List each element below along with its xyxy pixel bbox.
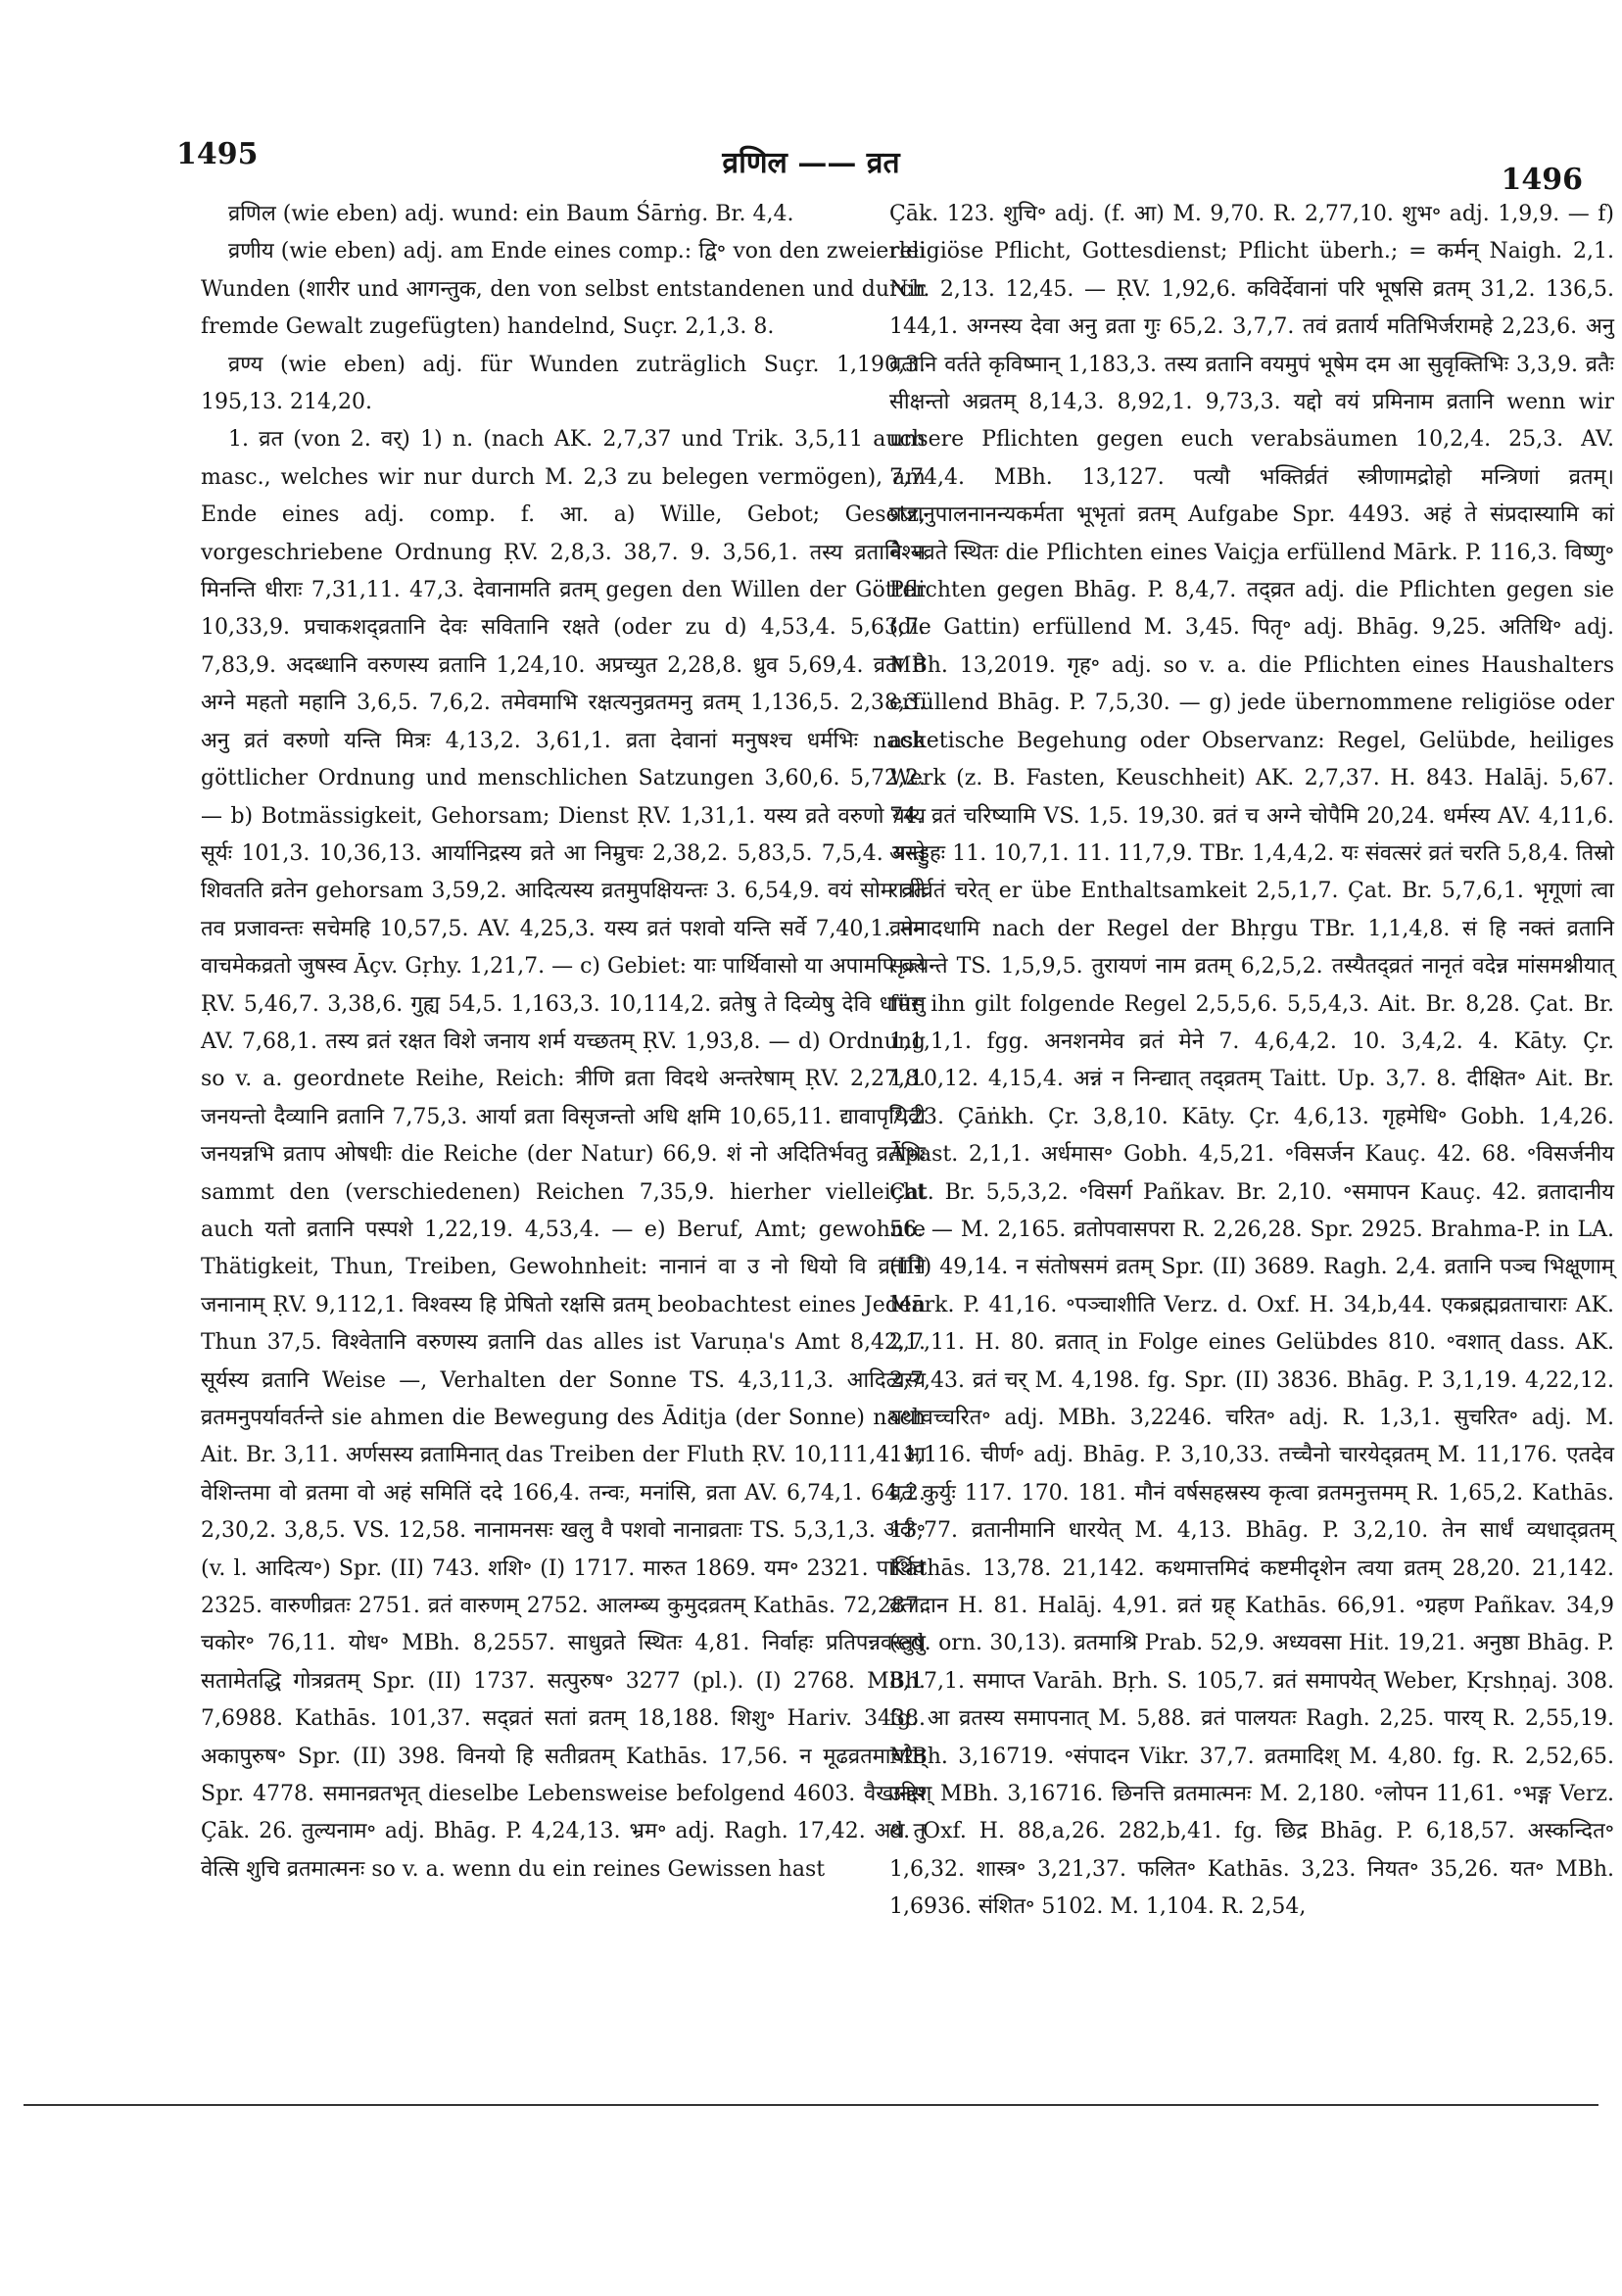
page-header (39, 137, 1583, 196)
entry-vraniya: व्रणीय (wie eben) adj. am Ende eines comp.: द्वि॰ von den zweierlei Wunden (शारीर und आगन्तुक, den von selbst entstandenen und durch fremde Gewalt zugefügten) handelnd, Suçr. 2,1,3. 8. (201, 239, 926, 340)
bottom-rule (24, 2104, 1598, 2106)
right-column (889, 196, 1614, 1927)
left-column (201, 196, 926, 1889)
running-head: व्रणिल —— व्रत (722, 146, 900, 180)
entry-vrata: 1. व्रत (von 2. वर्) 1) n. (nach AK. 2,7,37 und Trik. 3,5,11 auch masc., welches wir nur durch M. 2,3 zu belegen vermögen), am Ende eines adj. comp. f. आ. a) Wille, Gebot; Gesetz, vorgeschriebene Ordnung ṚV. 2,8,3. 38,7. 9. 3,56,1. तस्य व्रतानि न मिनन्ति धीराः 7,31,11. 47,3. देवानामति व्रतम् gegen den Willen der Götter 10,33,9. प्रचाकशद्व्रतानि देवः सवितानि रक्षते (oder zu d) 4,53,4. 5,63,7. 7,83,9. अदब्धानि वरुणस्य व्रतानि 1,24,10. अप्रच्युत 2,28,8. ध्रुव 5,69,4. व्रता ते अग्ने महतो महानि 3,6,5. 7,6,2. तमेवमाभि रक्षत्यनुव्रतमनु व्रतम् 1,136,5. 2,38,3. अनु व्रतं वरुणो यन्ति मित्रः 4,13,2. 3,61,1. व्रता देवानां मनुषश्च धर्मभिः nach göttlicher Ordnung und menschlichen Satzungen 3,60,6. 5,72,2. — b) Botmässigkeit, Gehorsam; Dienst ṚV. 1,31,1. यस्य व्रते वरुणो यस्य सूर्यः 101,3. 10,36,13. आर्यानिद्रस्य व्रते आ निम्रुचः 2,38,2. 5,83,5. 7,5,4. यस्ते शिवतति व्रतेन gehorsam 3,59,2. आदित्यस्य व्रतमुपक्षियन्तः 3. 6,54,9. वयं सोम व्रते तव प्रजावन्तः सचेमहि 10,57,5. AV. 4,25,3. यस्य व्रतं पशवो यन्ति सर्वे 7,40,1. मम वाचमेकव्रतो जुषस्व Āçv. Gṛhy. 1,21,7. — c) Gebiet: याः पार्थिवासो या अपामपि व्रते ṚV. 5,46,7. 3,38,6. गुह्य 54,5. 1,163,3. 10,114,2. व्रतेषु ते दिव्येषु देवि धामसु AV. 7,68,1. तस्य व्रतं रक्षत विशे जनाय शर्म यच्छतम् ṚV. 1,93,8. — d) Ordnung so v. a. geordnete Reihe, Reich: त्रीणि व्रता विदथे अन्तरेषाम् ṚV. 2,27,8. जनयन्तो दैव्यानि व्रतानि 7,75,3. आर्या व्रता विसृजन्तो अधि क्षमि 10,65,11. द्यावापृथिवी जनयन्नभि व्रताप ओषधीः die Reiche (der Natur) 66,9. शं नो अदितिर्भवतु व्रतेभिः sammt den (verschiedenen) Reichen 7,35,9. hierher vielleicht auch यतो व्रतानि पस्पशे 1,22,19. 4,53,4. — e) Beruf, Amt; gewohnte Thätigkeit, Thun, Treiben, Gewohnheit: नानानं वा उ नो धियो वि व्रतानि जनानाम् ṚV. 9,112,1. विश्वस्य हि प्रेषितो रक्षसि व्रतम् beobachtest eines Jeden Thun 37,5. विश्वेतानि वरुणस्य व्रतानि das alles ist Varuṇa's Amt 8,42,1. सूर्यस्य व्रतानि Weise —, Verhalten der Sonne TS. 4,3,11,3. आदित्यस्य व्रतमनुपर्यावर्तन्ते sie ahmen die Bewegung des Āditja (der Sonne) nach Ait. Br. 3,11. अर्णसस्य व्रतामिनात् das Treiben der Fluth ṚV. 10,111,4. आ वेशिन्तमा वो व्रतमा वो अहं समितिं ददे 166,4. तन्वः, मनांसि, व्रता AV. 6,74,1. 64,2. 2,30,2. 3,8,5. VS. 12,58. नानामनसः खलु वै पशवो नानाव्रताः TS. 5,3,1,3. अर्क॰ (v. l. आदित्य॰) Spr. (II) 743. शशि॰ (I) 1717. मारुत 1869. यम॰ 2321. पार्थिव 2325. वारुणीव्रतः 2751. व्रतं वारुणम् 2752. आलम्ब्य कुमुदव्रतम् Kathās. 72,287. चकोर॰ 76,11. योध॰ MBh. 8,2557. साधुव्रते स्थितः 4,81. निर्वाहः प्रतिपन्नवस्तुषु सतामेतद्धि गोत्रव्रतम् Spr. (II) 1737. सत्पुरुष॰ 3277 (pl.). (I) 2768. MBh. 7,6988. Kathās. 101,37. सद्व्रतं सतां व्रतम् 18,188. शिशु॰ Hariv. 3438. अकापुरुष॰ Spr. (II) 398. विनयो हि सतीव्रतम् Kathās. 17,56. न मूढव्रतमाचरेत् Spr. 4778. समानव्रतभृत् dieselbe Lebensweise befolgend 4603. वैखानस Çāk. 26. तुल्यनाम॰ adj. Bhāg. P. 4,24,13. भ्रम॰ adj. Ragh. 17,42. अथ तु वेत्सि शुचि व्रतमात्मनः so v. a. wenn du ein reines Gewissen hast (201, 427, 926, 1882)
entry-vrata-continued: Çāk. 123. शुचि॰ adj. (f. आ) M. 9,70. R. 2,77,10. शुभ॰ adj. 1,9,9. — f) religiöse Pflicht, Gottesdienst; Pflicht überh.; = कर्मन् Naigh. 2,1. Nir. 2,13. 12,45. — ṚV. 1,92,6. कविर्देवानां परि भूषसि व्रतम् 31,2. 136,5. 144,1. अग्नस्य देवा अनु व्रता गुः 65,2. 3,7,7. तवं व्रतार्य मतिभिर्जरामहे 2,23,6. अनु व्रतानि वर्तते कृविष्मान् 1,183,3. तस्य व्रतानि वयमुपं भूषेम दम आ सुवृक्तिभिः 3,3,9. व्रतैः सीक्षन्तो अव्रतम् 8,14,3. 8,92,1. 9,73,3. यद्दो वयं प्रमिनाम व्रतानि wenn wir unsere Pflichten gegen euch verabsäumen 10,2,4. 25,3. AV. 7,74,4. MBh. 13,127. पत्यौ भक्तिर्व्रतं स्त्रीणामद्रोहो मन्त्रिणां व्रतम्। प्रजानुपालनानन्यकर्मता भूभृतां व्रतम् Aufgabe Spr. 4493. अहं ते संप्रदास्यामि कां वैश्यव्रते स्थितः die Pflichten eines Vaiçja erfüllend Mārk. P. 116,3. विष्णु॰ Pflichten gegen Bhāg. P. 8,4,7. तद्व्रत adj. die Pflichten gegen sie (die Gattin) erfüllend M. 3,45. पितृ॰ adj. Bhāg. 9,25. अतिथि॰ adj. MBh. 13,2019. गृह॰ adj. so v. a. die Pflichten eines Haushalters erfüllend Bhāg. P. 7,5,30. — g) jede übernommene religiöse oder asketische Begehung oder Observanz: Regel, Gelübde, heiliges Werk (z. B. Fasten, Keuschheit) AK. 2,7,37. H. 843. Halāj. 5,67. 74. व्रतं चरिष्यामि VS. 1,5. 19,30. व्रतं च अग्ने चोपैमि 20,24. धर्मस्य AV. 4,11,6. अनड्डुहः 11. 10,7,1. 11. 11,7,9. TBr. 1,4,4,2. यः संवत्सरं व्रतं चरति 5,8,4. तिस्रो रात्रीर्व्रतं चरेत् er übe Enthaltsamkeit 2,5,1,7. Çat. Br. 5,7,6,1. भृगूणां त्वा व्रतेनादधामि nach der Regel der Bhṛgu TBr. 1,1,4,8. सं हि नक्तं व्रतानि सृज्यन्ते TS. 1,5,9,5. तुरायणं नाम व्रतम् 6,2,5,2. तस्यैतद्व्रतं नानृतं वदेन्न मांसमश्नीयात् für ihn gilt folgende Regel 2,5,5,6. 5,5,4,3. Ait. Br. 8,28. Çat. Br. 1,1,1,1. fgg. अनशनमेव व्रतं मेने 7. 4,6,4,2. 10. 3,4,2. 4. Kāty. Çr. 1,10,12. 4,15,4. अन्नं न निन्द्यात् तद्व्रतम् Taitt. Up. 3,7. 8. दीक्षित॰ Ait. Br. 7,23. Çāṅkh. Çr. 3,8,10. Kāty. Çr. 4,6,13. गृहमेधि॰ Gobh. 1,4,26. Āpast. 2,1,1. अर्धमास॰ Gobh. 4,5,21. ॰विसर्जन Kauç. 42. 68. ॰विसर्जनीय Çat. Br. 5,5,3,2. ॰विसर्ग Pañkav. Br. 2,10. ॰समापन Kauç. 42. व्रतादानीय 56. — M. 2,165. व्रतोपवासपरा R. 2,26,28. Spr. 2925. Brahma-P. in LA. (III) 49,14. न संतोषसमं व्रतम् Spr. (II) 3689. Ragh. 2,4. व्रतानि पञ्च भिक्षूणाम् Mārk. P. 41,16. ॰पञ्चाशीति Verz. d. Oxf. H. 34,b,44. एकब्रह्मव्रताचाराः AK. 2,7,11. H. 80. व्रतात् in Folge eines Gelübdes 810. ॰वशात् dass. AK. 2,7,43. व्रतं चर् M. 4,198. fg. Spr. (II) 3836. Bhāg. P. 3,1,19. 4,22,12. यथावच्चरित॰ adj. MBh. 3,2246. चरित॰ adj. R. 1,3,1. सुचरित॰ adj. M. 11,116. चीर्ण॰ adj. Bhāg. P. 3,10,33. तच्चैनो चारयेद्व्रतम् M. 11,176. एतदेव व्रतं कुर्युः 117. 170. 181. मौनं वर्षसहस्रस्य कृत्वा व्रतमनुत्तमम् R. 1,65,2. Kathās. 13,77. व्रतानीमानि धारयेत् M. 4,13. Bhāg. P. 3,2,10. तेन सार्धं व्यधाद्व्रतम् Kathās. 13,78. 21,142. कथमात्तमिदं कष्टमीदृशेन त्वया व्रतम् 28,20. 21,142. व्रतादान H. 81. Halāj. 4,91. व्रतं ग्रह् Kathās. 66,91. ॰ग्रहण Pañkav. 34,9 (ed. orn. 30,13). व्रतमाश्रि Prab. 52,9. अध्यवसा Hit. 19,21. अनुष्ठा Bhāg. P. 8,17,1. समाप्त Varāh. Bṛh. S. 105,7. व्रतं समापयेत् Weber, Kṛshṇaj. 308. fg. आ व्रतस्य समापनात् M. 5,88. व्रतं पालयतः Ragh. 2,25. पारय् R. 2,55,19. MBh. 3,16719. ॰संपादन Vikr. 37,7. व्रतमादिश् M. 4,80. fg. R. 2,52,65. उद्दिश् MBh. 3,16716. छिनत्ति व्रतमात्मनः M. 2,180. ॰लोपन 11,61. ॰भङ्ग Verz. d. Oxf. H. 88,a,26. 282,b,41. fg. छिद्र Bhāg. P. 6,18,57. अस्कन्दित॰ 1,6,32. शास्त्र॰ 3,21,37. फलित॰ Kathās. 3,23. नियत॰ 35,26. यत॰ MBh. 1,6936. संशित॰ 5102. M. 1,104. R. 2,54, (889, 202, 1614, 1920)
entry-vranila: व्रणिल (wie eben) adj. wund: ein Baum Śārṅg. Br. 4,4. (228, 202, 794, 226)
page-number-left: 1495 (176, 137, 259, 171)
page-number-right: 1496 (1501, 163, 1583, 197)
entry-vranya: व्रण्य (wie eben) adj. für Wunden zuträglich Suçr. 1,190,3. 195,13. 214,20. (201, 352, 926, 415)
